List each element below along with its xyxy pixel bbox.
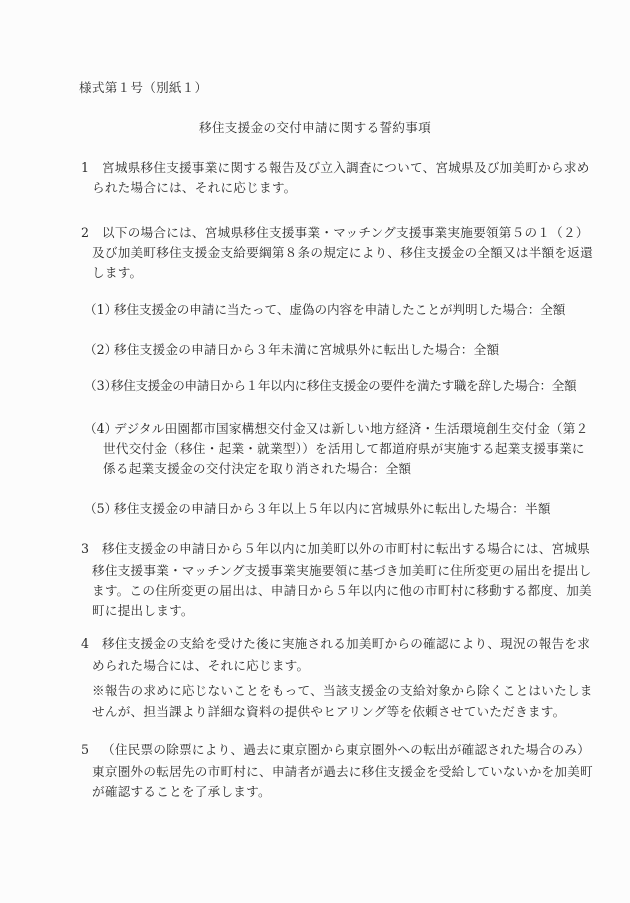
item-line: ます。この住所変更の届出は、申請日から５年以内に他の市町村に移動する都度、加美 <box>92 583 592 598</box>
sub-item-line: 移住支援金の申請日から１年以内に移住支援金の要件を満たす職を辞した場合：全額 <box>111 378 577 393</box>
item-line: します。 <box>92 265 143 280</box>
item-line: 東京圏外の転居先の市町村に、申請者が過去に移住支援金を受給していないかを加美町 <box>92 764 593 779</box>
item-line: が確認することを了承します。 <box>92 784 271 799</box>
sub-item-number: （5） <box>84 501 118 516</box>
item-note-line: せんが、担当課より詳細な資料の提供やヒアリング等を依頼させていただきます。 <box>92 704 566 719</box>
sub-item-line: 移住支援金の申請日から３年以上５年以内に宮城県外に転出した場合：半額 <box>114 501 551 516</box>
item-line: られた場合には、それに応じます。 <box>92 180 297 195</box>
item-line: 及び加美町移住支援金支給要綱第８条の規定により、移住支援金の全額又は半額を返還 <box>92 245 593 260</box>
item-number: 4 <box>81 636 90 651</box>
item-line: 町に提出します。 <box>92 603 194 618</box>
item-line: められた場合には、それに応じます。 <box>92 658 310 673</box>
item-number: 3 <box>81 541 90 556</box>
sub-item-line: 移住支援金の申請日から３年未満に宮城県外に転出した場合：全額 <box>114 342 500 357</box>
item-line: 移住支援金の申請日から５年以内に加美町以外の市町村に転出する場合には、宮城県 <box>102 541 591 556</box>
item-number: 5 <box>81 742 90 757</box>
item-number: 2 <box>81 225 90 240</box>
sub-item-line: デジタル田園都市国家構想交付金又は新しい地方経済・生活環境創生交付金（第２ <box>114 421 589 436</box>
item-line: 移住支援事業・マッチング支援事業実施要領に基づき加美町に住所変更の届出を提出し <box>92 563 592 578</box>
item-line: 宮城県移住支援事業に関する報告及び立入調査について、宮城県及び加美町から求め <box>102 160 590 175</box>
sub-item-line: 移住支援金の申請に当たって、虚偽の内容を申請したことが判明した場合：全額 <box>114 302 566 317</box>
sub-item-line: 係る起業支援金の交付決定を取り消された場合：全額 <box>103 461 412 476</box>
sub-item-number: （4） <box>84 421 118 436</box>
sub-item-number: （1） <box>84 302 118 317</box>
form-label: 様式第１号（別紙１） <box>79 80 208 95</box>
item-line: 移住支援金の支給を受けた後に実施される加美町からの確認により、現況の報告を求 <box>102 636 591 651</box>
item-note-line: ※報告の求めに応じないことをもって、当該支援金の支給対象から除くことはいたしま <box>92 683 593 698</box>
sub-item-number: （2） <box>84 342 118 357</box>
item-line: （住民票の除票により、過去に東京圏から東京圏外への転出が確認された場合のみ） <box>102 742 591 757</box>
item-number: 1 <box>81 160 90 175</box>
item-line: 以下の場合には、宮城県移住支援事業・マッチング支援事業実施要領第５の１（２） <box>102 225 589 240</box>
document-title: 移住支援金の交付申請に関する誓約事項 <box>198 120 432 135</box>
sub-item-line: 世代交付金（移住・起業・就業型））を活用して都道府県が実施する起業支援事業に <box>103 441 585 456</box>
sub-item-number: （3） <box>84 378 118 393</box>
